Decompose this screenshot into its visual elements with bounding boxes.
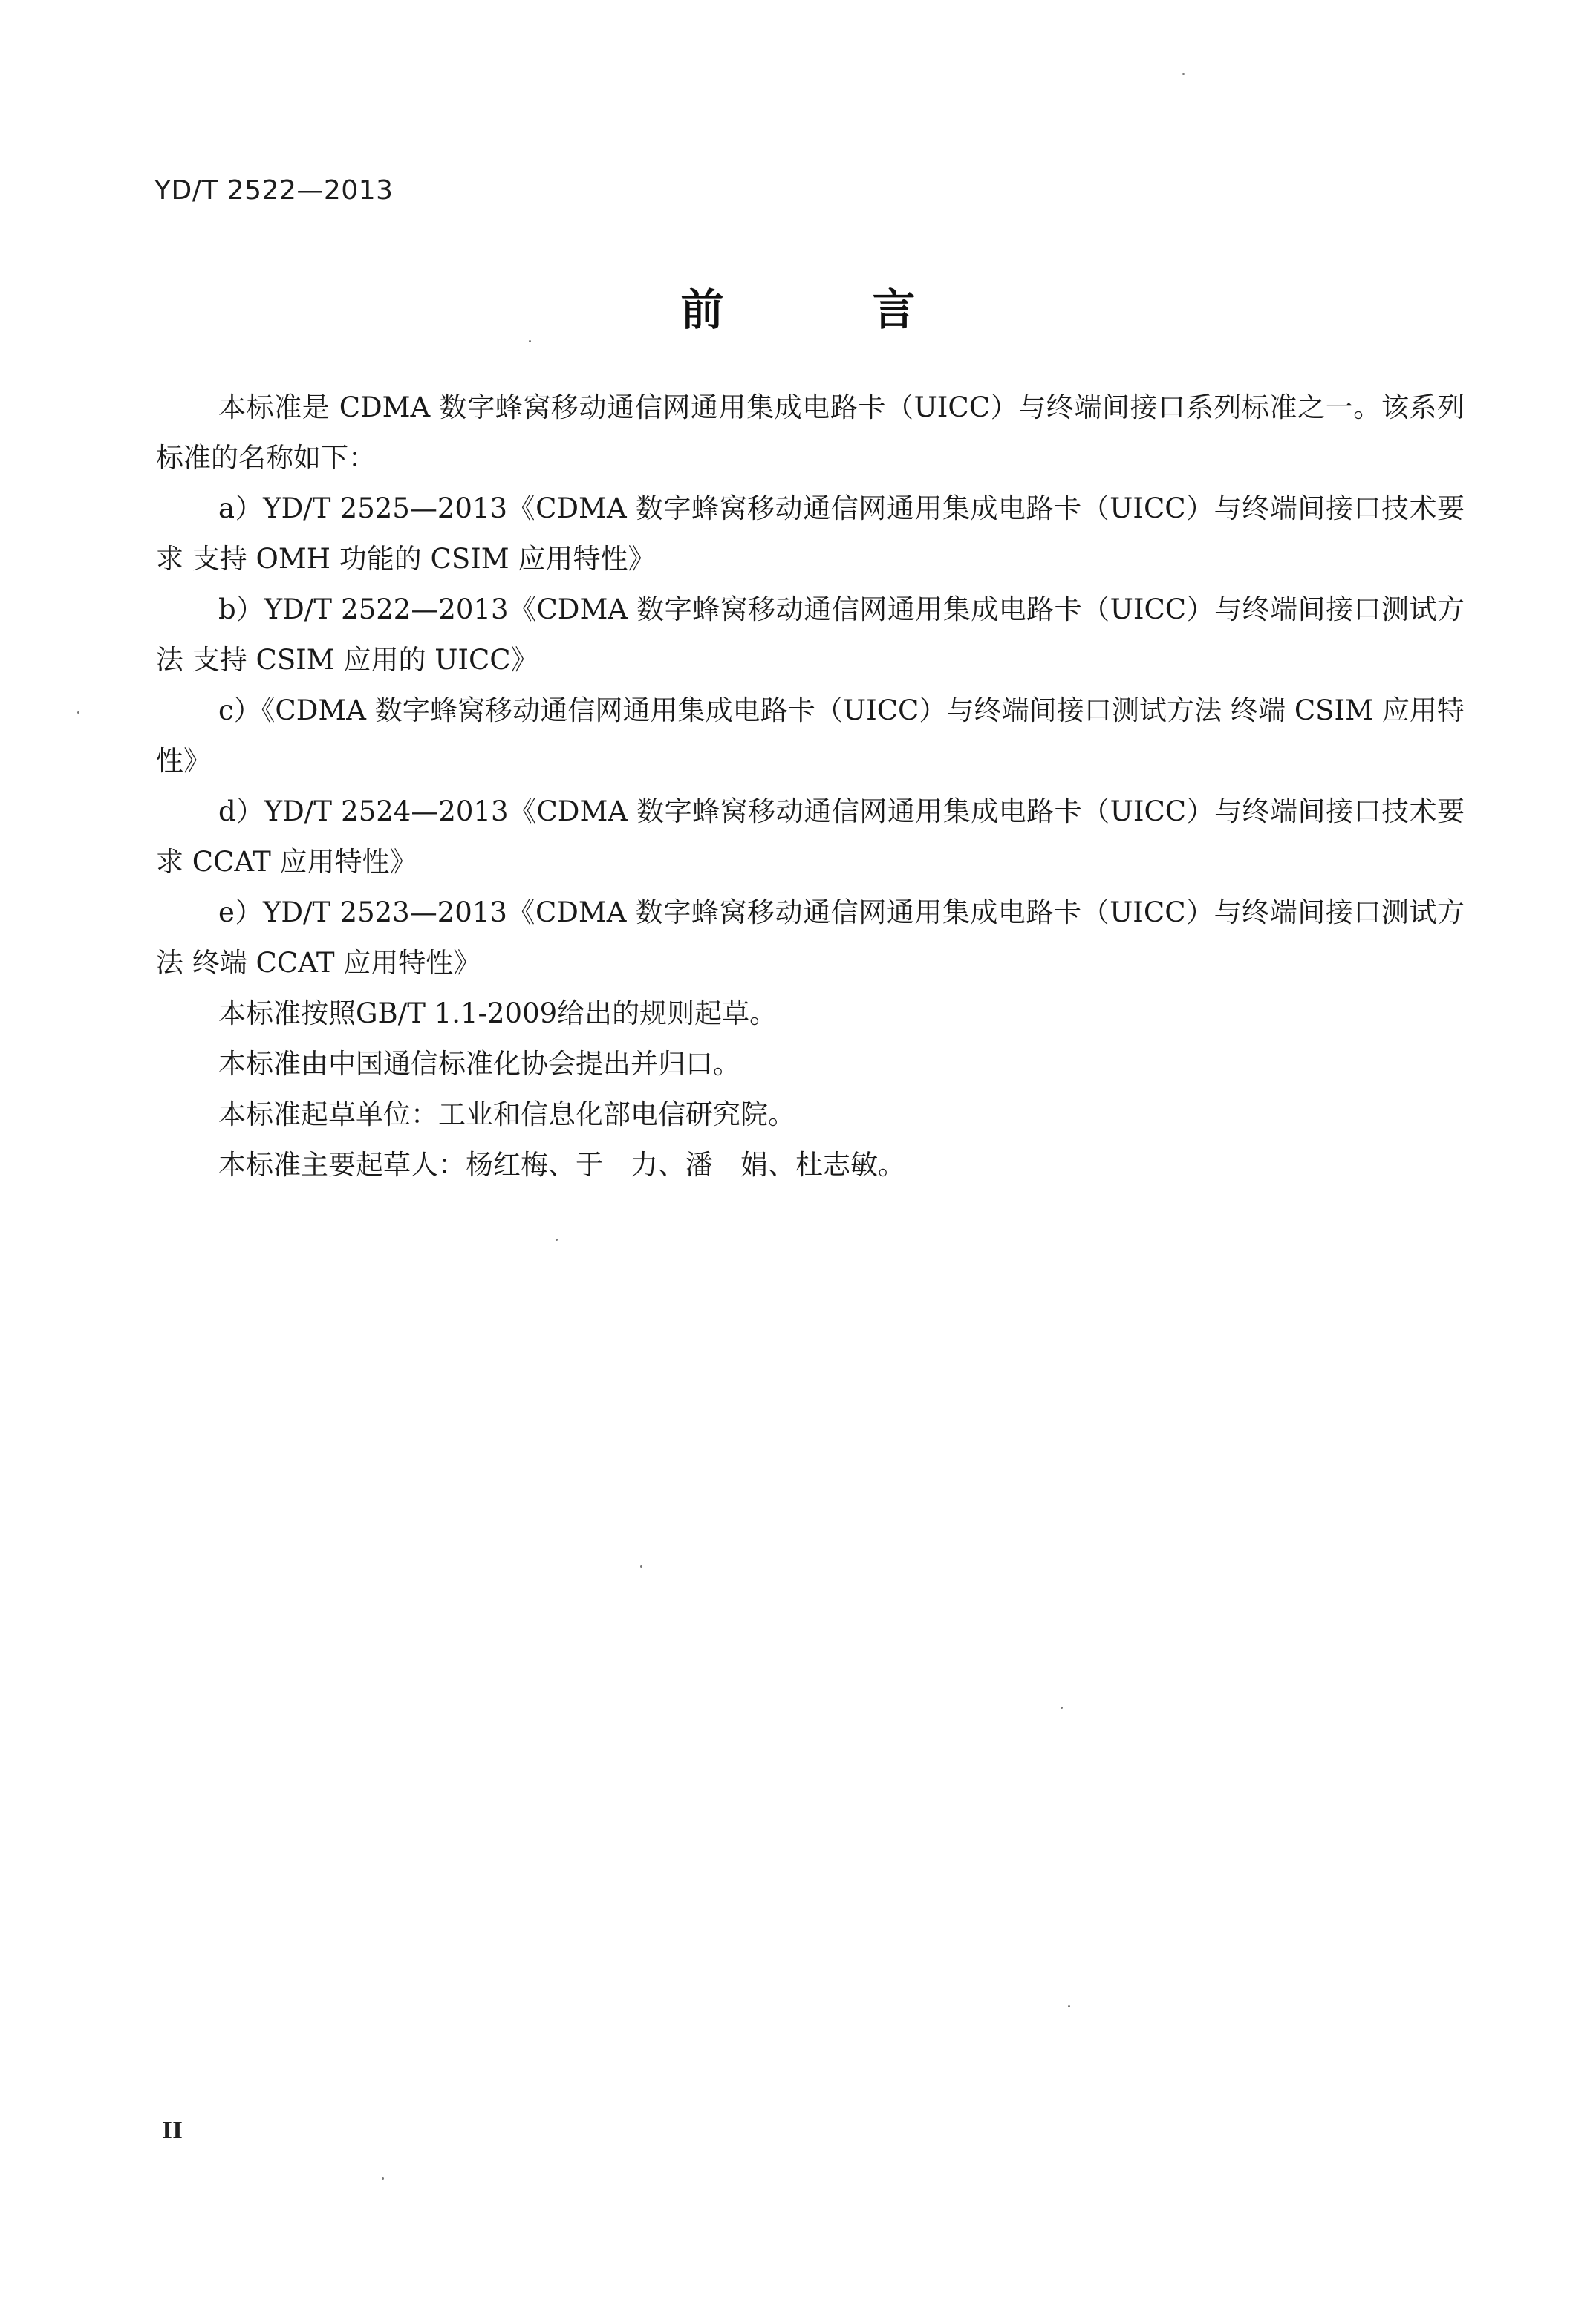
page-number: II [162,2118,183,2144]
list-item-e: e）YD/T 2523—2013《CDMA 数字蜂窝移动通信网通用集成电路卡（UICC）与终端间接口测试方法 终端 CCAT 应用特性》 [156,896,1465,979]
scan-speck [77,711,79,714]
intro-paragraph: 本标准是 CDMA 数字蜂窝移动通信网通用集成电路卡（UICC）与终端间接口系列标准之一。该系列标准的名称如下： [156,391,1465,474]
drafting-unit-paragraph: 本标准起草单位：工业和信息化部电信研究院。 [218,1098,795,1130]
scan-speck [640,1566,642,1568]
document-code: YD/T 2522—2013 [154,175,394,206]
drafters-paragraph: 本标准主要起草人：杨红梅、于 力、潘 娟、杜志敏。 [218,1149,905,1181]
foreword-body [156,382,1465,1190]
scan-speck [529,340,531,342]
scan-speck [1068,2005,1070,2007]
page-title: 前 言 [680,284,983,335]
proposer-paragraph: 本标准由中国通信标准化协会提出并归口。 [218,1048,740,1080]
scan-speck [1182,73,1185,75]
list-item-d: d）YD/T 2524—2013《CDMA 数字蜂窝移动通信网通用集成电路卡（UICC）与终端间接口技术要求 CCAT 应用特性》 [156,795,1465,878]
scan-speck [556,1239,558,1241]
list-item-a: a）YD/T 2525—2013《CDMA 数字蜂窝移动通信网通用集成电路卡（UICC）与终端间接口技术要求 支持 OMH 功能的 CSIM 应用特性》 [156,492,1465,575]
drafting-rules-paragraph: 本标准按照GB/T 1.1-2009给出的规则起草。 [218,997,778,1029]
scan-speck [1061,1707,1063,1709]
scan-speck [382,2177,384,2180]
list-item-b: b）YD/T 2522—2013《CDMA 数字蜂窝移动通信网通用集成电路卡（UICC）与终端间接口测试方法 支持 CSIM 应用的 UICC》 [156,593,1465,676]
list-item-c: c）《CDMA 数字蜂窝移动通信网通用集成电路卡（UICC）与终端间接口测试方法 终端 CSIM 应用特性》 [156,694,1465,777]
